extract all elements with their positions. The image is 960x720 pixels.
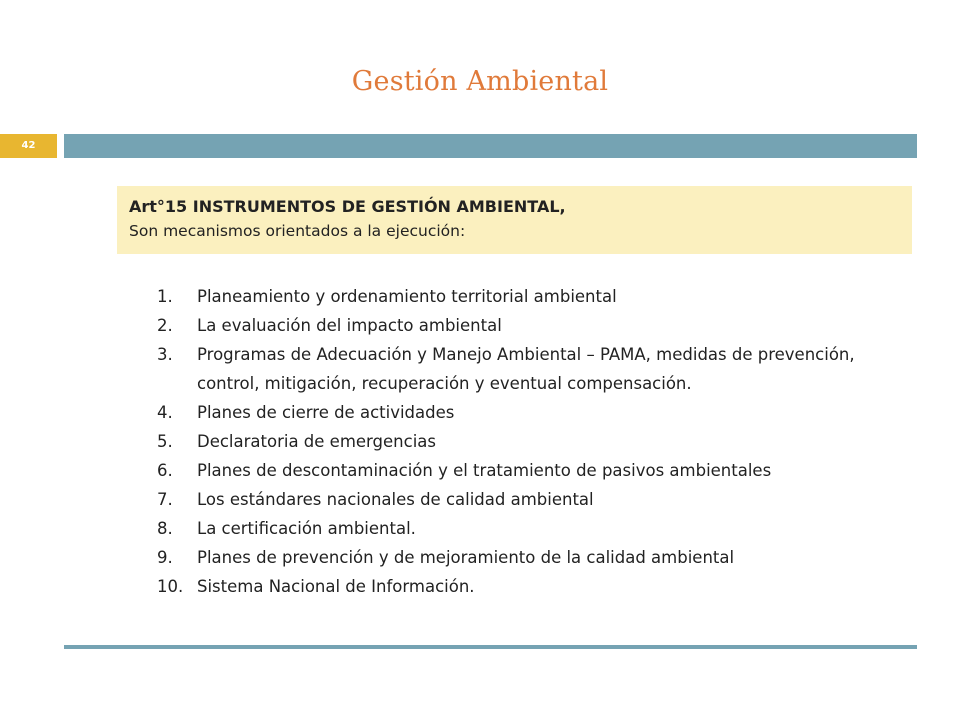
list-item-number: 7.: [157, 490, 173, 509]
list-item-text: La evaluación del impacto ambiental: [197, 316, 502, 335]
list-item: [157, 398, 902, 427]
list-item-text: Sistema Nacional de Información.: [197, 577, 475, 596]
list-item: [157, 485, 902, 514]
list-item-number: 9.: [157, 548, 173, 567]
list-item-number: 4.: [157, 403, 173, 422]
list-item: [157, 427, 902, 456]
list-item-text: Planeamiento y ordenamiento territorial ambiental: [197, 287, 617, 306]
callout-title: Art°15 INSTRUMENTOS DE GESTIÓN AMBIENTAL,: [129, 197, 566, 216]
instruments-list: [157, 282, 902, 601]
header-divider-bar: [64, 134, 917, 158]
list-item: [157, 340, 902, 398]
article-callout: [117, 186, 912, 254]
slide-number-badge: 42: [0, 134, 57, 158]
list-item: [157, 282, 902, 311]
callout-subtitle: Son mecanismos orientados a la ejecución:: [129, 222, 466, 240]
footer-divider-bar: [64, 645, 917, 649]
list-item-number: 10.: [157, 577, 184, 596]
list-item-number: 6.: [157, 461, 173, 480]
slide-title: Gestión Ambiental: [351, 66, 609, 97]
list-item: [157, 311, 902, 340]
list-item: [157, 543, 902, 572]
list-item-number: 3.: [157, 345, 173, 364]
list-item-text: Los estándares nacionales de calidad ambiental: [197, 490, 594, 509]
list-item-text: Planes de prevención y de mejoramiento de la calidad ambiental: [197, 548, 735, 567]
list-item-number: 2.: [157, 316, 173, 335]
list-item-text: Planes de cierre de actividades: [197, 403, 455, 422]
list-item-number: 8.: [157, 519, 173, 538]
list-item-number: 1.: [157, 287, 173, 306]
list-item: [157, 456, 902, 485]
list-item-text: La certificación ambiental.: [197, 519, 416, 538]
list-item: [157, 514, 902, 543]
list-item-number: 5.: [157, 432, 173, 451]
list-item: [157, 572, 902, 601]
list-item-text: Declaratoria de emergencias: [197, 432, 436, 451]
list-item-text: Programas de Adecuación y Manejo Ambiental – PAMA, medidas de prevención, control, mitigación, recuperación y eventual compensación.: [197, 345, 855, 393]
list-item-text: Planes de descontaminación y el tratamiento de pasivos ambientales: [197, 461, 772, 480]
